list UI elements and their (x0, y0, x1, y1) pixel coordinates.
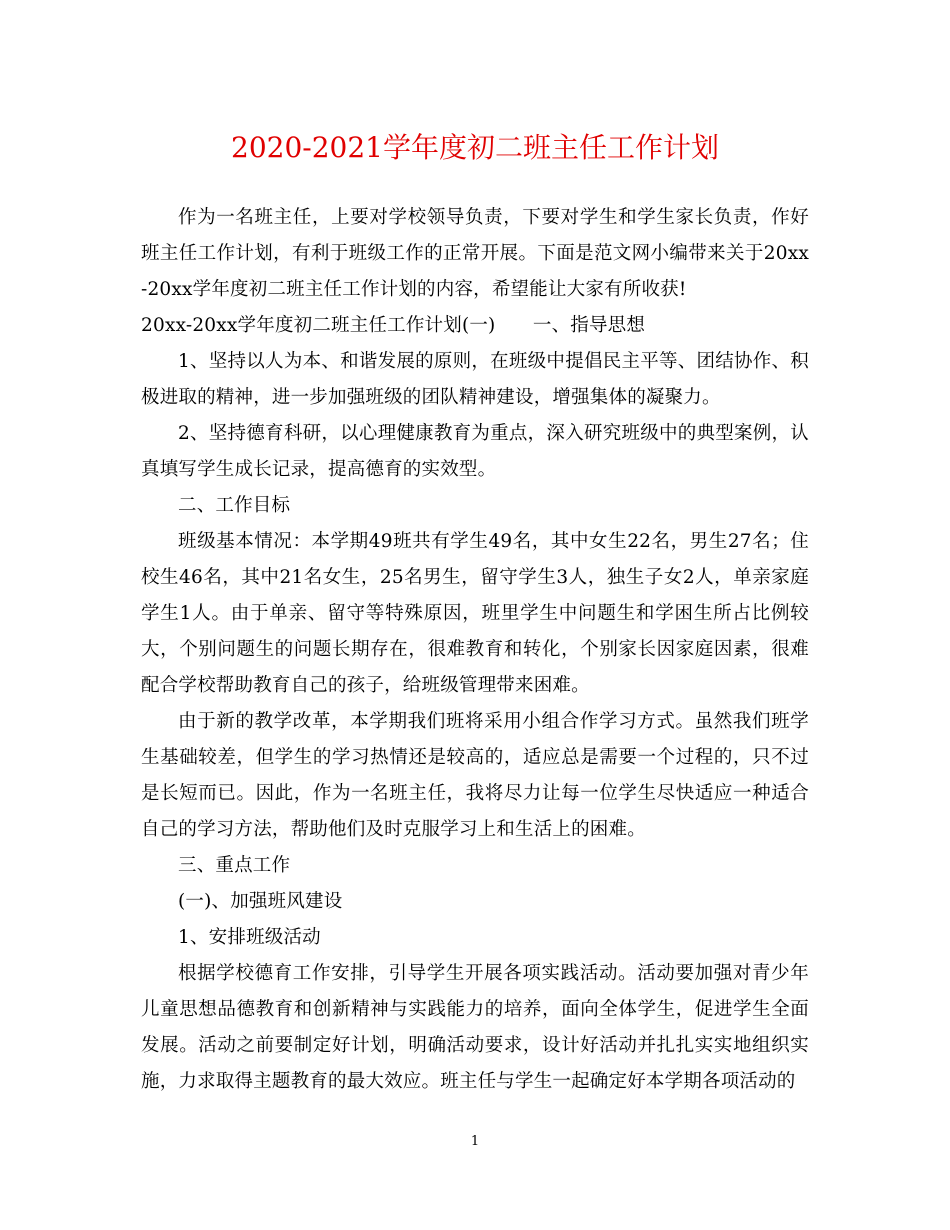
page-number: 1 (470, 1134, 480, 1149)
paragraph-section-heading: 20xx-20xx学年度初二班主任工作计划(一) 一、指导思想 (141, 315, 646, 336)
paragraph-intro: 作为一名班主任，上要对学校领导负责，下要对学生和学生家长负责，作好班主任工作计划，有利于班级工作的正常开展。下面是范文网小编带来关于20xx-20xx学年度初二班主任工作计划的内容，希望能让大家有所收获! (141, 207, 809, 300)
paragraph-class-situation: 班级基本情况：本学期49班共有学生49名，其中女生22名，男生27名；住校生46名，其中21名女生，25名男生，留守学生3人，独生子女2人，单亲家庭学生1人。由于单亲、留守等特殊原因，班里学生中问题生和学困生所占比例较大，个别问题生的问题长期存在，很难教育和转化，个别家长因家庭因素，很难配合学校帮助教育自己的孩子，给班级管理带来困难。 (141, 531, 809, 696)
paragraph-principle-2: 2、坚持德育科研，以心理健康教育为重点，深入研究班级中的典型案例，认真填写学生成长记录，提高德育的实效型。 (141, 423, 809, 480)
paragraph-activities: 根据学校德育工作安排，引导学生开展各项实践活动。活动要加强对青少年儿童思想品德教育和创新精神与实践能力的培养，面向全体学生，促进学生全面发展。活动之前要制定好计划，明确活动要求，设计好活动并扎扎实实地组织实施，力求取得主题教育的最大效应。班主任与学生一起确定好本学期各项活动的 (141, 963, 809, 1092)
document-body (141, 200, 809, 1100)
heading-class-activities: 1、安排班级活动 (178, 927, 321, 948)
document-title: 2020-2021学年度初二班主任工作计划 (231, 131, 719, 164)
heading-class-style: (一)、加强班风建设 (178, 891, 343, 912)
paragraph-principle-1: 1、坚持以人为本、和谐发展的原则，在班级中提倡民主平等、团结协作、积极进取的精神，进一步加强班级的团队精神建设，增强集体的凝聚力。 (141, 351, 809, 408)
heading-key-work: 三、重点工作 (178, 855, 291, 876)
paragraph-teaching-reform: 由于新的教学改革，本学期我们班将采用小组合作学习方式。虽然我们班学生基础较差，但学生的学习热情还是较高的，适应总是需要一个过程的，只不过是长短而已。因此，作为一名班主任，我将尽力让每一位学生尽快适应一种适合自己的学习方法，帮助他们及时克服学习上和生活上的困难。 (141, 711, 809, 840)
heading-work-goals: 二、工作目标 (178, 495, 291, 516)
